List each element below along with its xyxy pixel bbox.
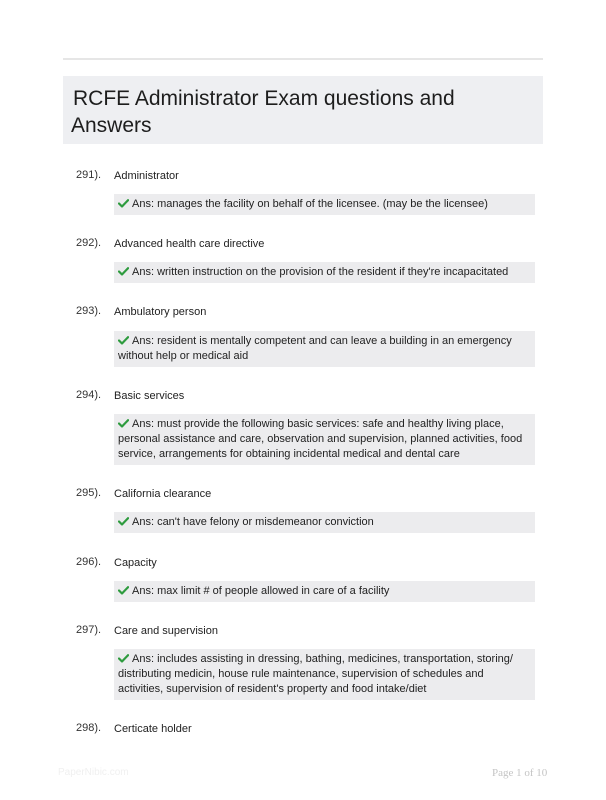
question-number: 291). xyxy=(76,169,102,181)
answer-box xyxy=(114,649,535,700)
question-term: Ambulatory person xyxy=(114,306,207,318)
check-icon xyxy=(118,199,129,208)
page-title-line-1: RCFE Administrator Exam questions and xyxy=(73,87,455,110)
answer-box xyxy=(114,581,535,602)
question-term: Certicate holder xyxy=(114,723,192,735)
page-title-line-2: Answers xyxy=(71,114,152,137)
check-icon xyxy=(118,517,129,526)
answer-text: Ans: includes assisting in dressing, bathing, medicines, transportation, storing/ distributing medicin, house rule maintenance, supervision of schedules and activities, supervision of resident's property and food intake/diet xyxy=(118,653,513,695)
question-term: Advanced health care directive xyxy=(114,238,265,250)
answer-text: Ans: must provide the following basic services: safe and healthy living place, personal assistance and care, observation and supervision, planned activities, food service, arrangements for obtaining incidental medical and dental care xyxy=(118,418,523,460)
answer-box xyxy=(114,194,535,215)
question-number: 293). xyxy=(76,305,102,317)
question-number: 296). xyxy=(76,556,102,568)
answer-text: Ans: resident is mentally competent and can leave a building in an emergency without help or medical aid xyxy=(118,335,512,362)
answer-box xyxy=(114,414,535,465)
question-number: 297). xyxy=(76,624,102,636)
question-term: Care and supervision xyxy=(114,625,218,637)
answer-box xyxy=(114,331,535,367)
answer-text: Ans: can't have felony or misdemeanor conviction xyxy=(132,516,374,528)
question-term: Administrator xyxy=(114,170,179,182)
check-icon xyxy=(118,336,129,345)
check-icon xyxy=(118,654,129,663)
answer-text: Ans: written instruction on the provision of the resident if they're incapacitated xyxy=(132,266,509,278)
question-term: California clearance xyxy=(114,488,212,500)
check-icon xyxy=(118,586,129,595)
question-number: 292). xyxy=(76,237,102,249)
page-title xyxy=(71,85,535,139)
question-term: Capacity xyxy=(114,557,157,569)
question-number: 298). xyxy=(76,722,102,734)
check-icon xyxy=(118,267,129,276)
question-number: 295). xyxy=(76,487,102,499)
answer-box xyxy=(114,512,535,533)
footer-watermark: PaperNibic.com xyxy=(58,767,129,778)
page-indicator: Page 1 of 10 xyxy=(492,767,548,779)
answer-text: Ans: max limit # of people allowed in care of a facility xyxy=(132,585,390,597)
top-divider xyxy=(63,58,543,60)
question-term: Basic services xyxy=(114,390,185,402)
check-icon xyxy=(118,419,129,428)
question-number: 294). xyxy=(76,389,102,401)
answer-box xyxy=(114,262,535,283)
answer-text: Ans: manages the facility on behalf of the licensee. (may be the licensee) xyxy=(132,198,488,210)
title-banner xyxy=(63,76,543,144)
